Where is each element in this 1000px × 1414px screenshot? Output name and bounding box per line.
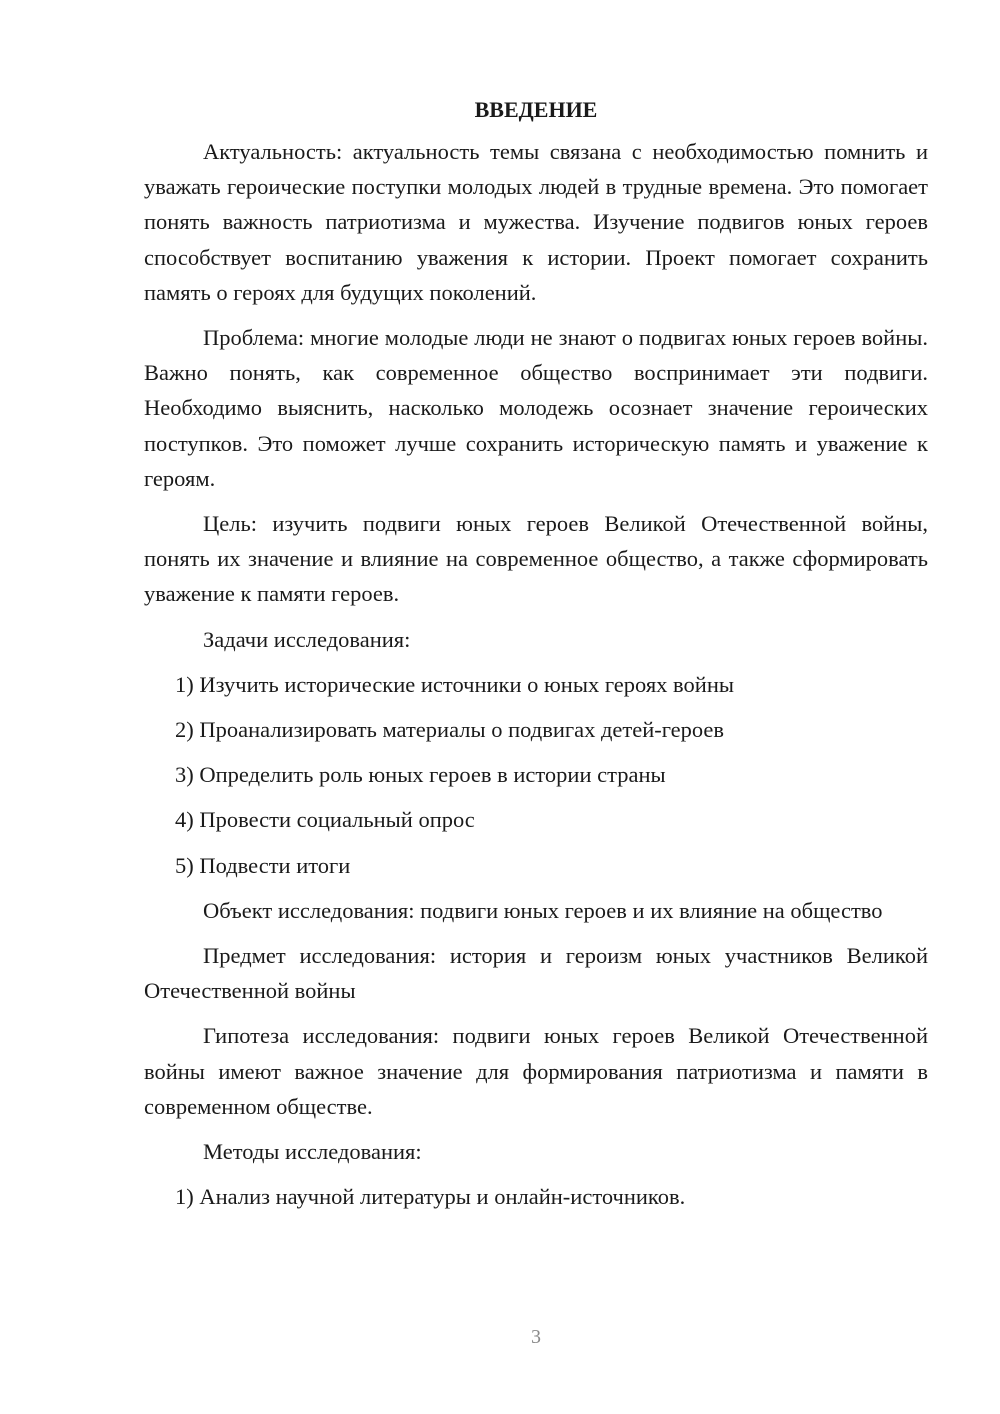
- list-item: 3) Определить роль юных героев в истории страны: [175, 762, 666, 788]
- object-paragraph: Объект исследования: подвиги юных героев и их влияние на общество: [203, 897, 883, 923]
- tasks-list: [144, 667, 928, 883]
- list-item: 2) Проанализировать материалы о подвигах детей-героев: [175, 717, 725, 743]
- methods-list: [144, 1179, 928, 1214]
- goal-paragraph: Цель: изучить подвиги юных героев Великой Отечественной войны, понять их значение и влияние на современное общество, а также сформировать уважение к памяти героев.: [144, 511, 928, 607]
- hypothesis-paragraph: Гипотеза исследования: подвиги юных героев Великой Отечественной войны имеют важное значение для формирования патриотизма и памяти в современном обществе.: [144, 1023, 928, 1119]
- document-page: [144, 92, 928, 1224]
- tasks-label: Задачи исследования:: [203, 626, 411, 652]
- problem-paragraph: Проблема: многие молодые люди не знают о подвигах юных героев войны. Важно понять, как современное общество воспринимает эти подвиги. Необходимо выяснить, насколько молодежь осознает значение героических поступков. Это поможет лучше сохранить историческую память и уважение к героям.: [144, 325, 928, 491]
- list-item: 4) Провести социальный опрос: [175, 807, 475, 833]
- list-item: 1) Изучить исторические источники о юных героях войны: [175, 671, 734, 697]
- list-item: 5) Подвести итоги: [175, 852, 351, 878]
- methods-label: Методы исследования:: [203, 1139, 422, 1165]
- list-item: 1) Анализ научной литературы и онлайн-источников.: [175, 1184, 686, 1210]
- section-title: ВВЕДЕНИЕ: [474, 97, 598, 122]
- page-number: 3: [531, 1326, 541, 1348]
- subject-paragraph: Предмет исследования: история и героизм юных участников Великой Отечественной войны: [144, 943, 928, 1004]
- relevance-paragraph: Актуальность: актуальность темы связана с необходимостью помнить и уважать героические поступки молодых людей в трудные времена. Это помогает понять важность патриотизма и мужества. Изучение подвигов юных героев способствует воспитанию уважения к истории. Проект помогает сохранить память о героях для будущих поколений.: [144, 139, 928, 305]
